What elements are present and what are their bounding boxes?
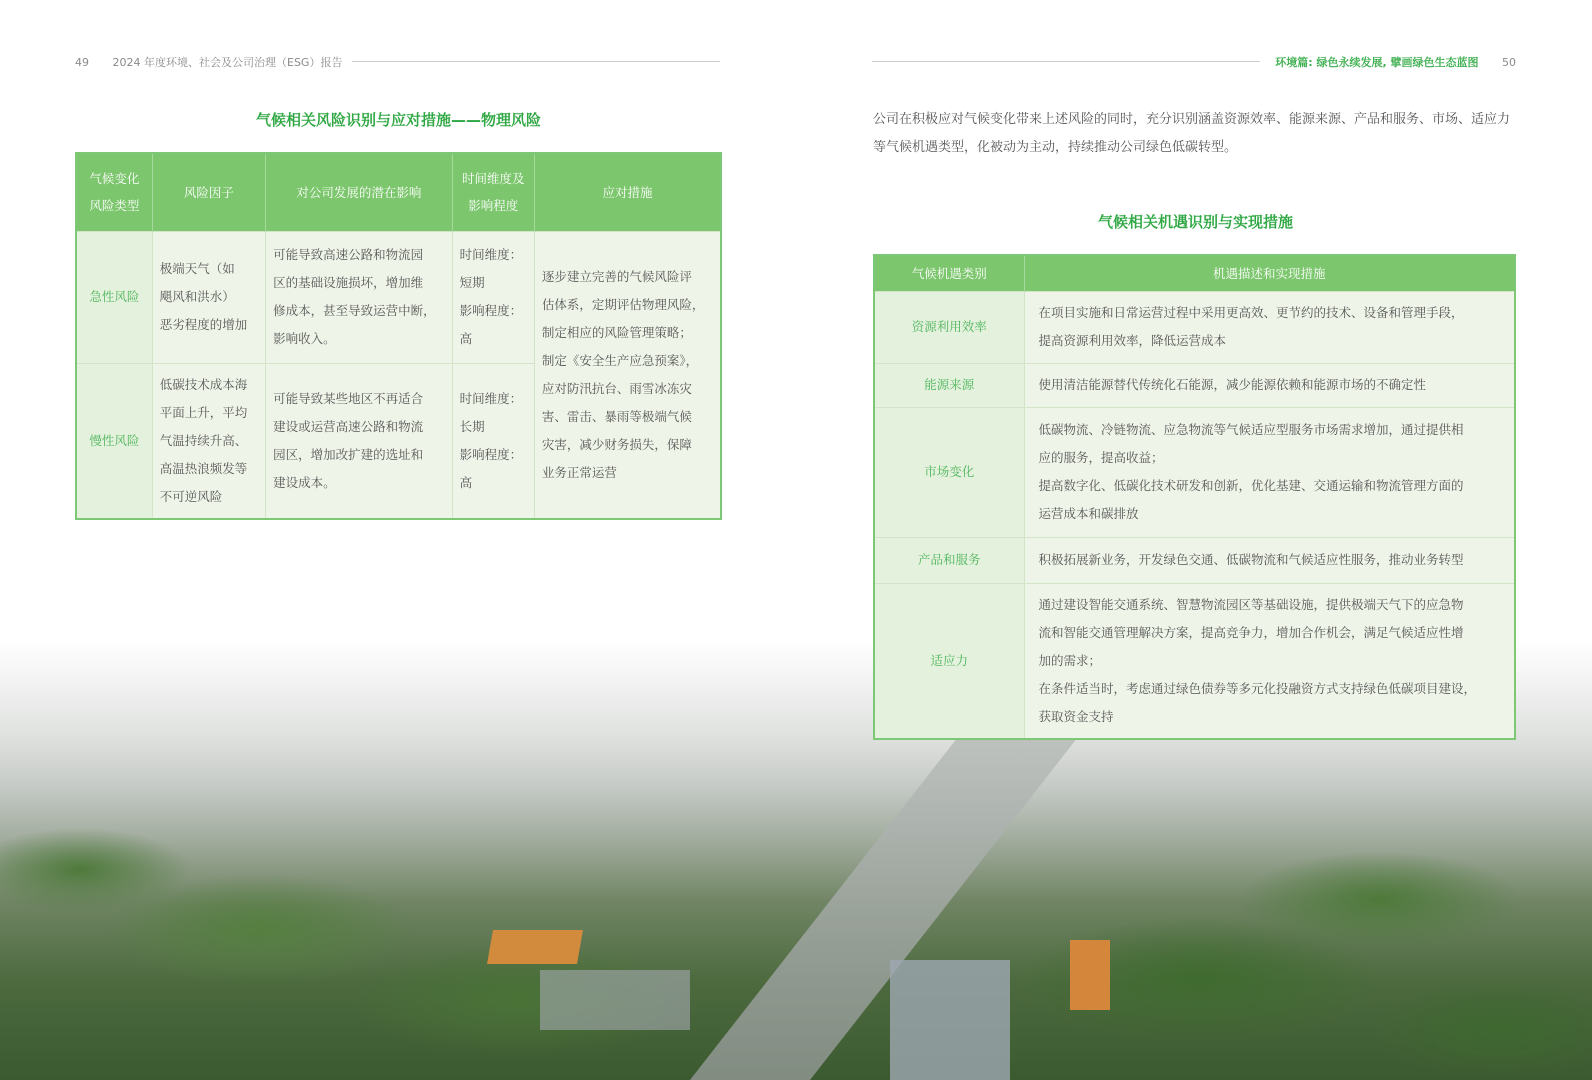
table-row [874,407,1515,537]
risk-type-cell: 慢性风险 [76,363,152,519]
time-line: 长期 [459,418,485,434]
opportunity-description-cell [1024,291,1515,363]
description-line: 使用清洁能源替代传统化石能源，减少能源依赖和能源市场的不确定性 [1038,377,1427,392]
photo-parking-lot [540,970,690,1030]
impact-line: 可能导致某些地区不再适合 [273,390,424,406]
header-opportunity-description: 机遇描述和实现措施 [1024,255,1515,291]
header-label-line: 对公司发展的潜在影响 [296,184,422,200]
header-time-dimension [452,153,534,231]
photo-service-building [487,930,583,964]
time-line: 高 [459,331,473,346]
time-line: 影响程度： [459,303,523,318]
header-label-line: 气候变化 [89,171,140,187]
risk-table-header-row [76,153,721,231]
risk-table [75,152,722,520]
report-title: 2024 年度环境、社会及公司治理（ESG）报告 [112,56,343,69]
risk-factor-line: 不可逆风险 [159,488,223,504]
header-rule-left [352,61,720,62]
description-line: 在条件适当时，考虑通过绿色债券等多元化投融资方式支持绿色低碳项目建设， [1038,680,1477,696]
opportunity-description-cell [1024,363,1515,407]
impact-line: 园区，增加改扩建的选址和 [273,446,424,462]
opportunity-description-cell [1024,583,1515,739]
measure-line: 制定《安全生产应急预案》， [541,352,699,368]
impact-line: 修成本，甚至导致运营中断， [273,303,436,318]
photo-solar-parking [890,960,1010,1080]
opportunity-description-cell [1024,407,1515,537]
description-line: 提高资源利用效率，降低运营成本 [1038,333,1227,348]
measure-line: 制定相应的风险管理策略； [541,324,692,340]
impact-line: 建设或运营高速公路和物流 [273,418,424,434]
measure-line: 业务正常运营 [541,464,617,480]
impact-cell [266,231,453,363]
impact-line: 建设成本。 [273,474,336,490]
description-line: 应的服务，提高收益； [1038,450,1164,465]
opportunity-table [873,254,1516,740]
header-label-line: 影响程度 [468,198,519,214]
description-line: 通过建设智能交通系统、智慧物流园区等基础设施，提供极端天气下的应急物 [1038,596,1464,612]
table-row [874,537,1515,583]
time-line: 时间维度： [459,247,523,262]
section-title: 环境篇: 绿色永续发展, 擘画绿色生态蓝图 [1275,56,1479,69]
measure-line: 应对防汛抗台、雨雪冰冻灾 [541,380,692,396]
header-opportunity-category: 气候机遇类别 [874,255,1024,291]
opportunity-table-title: 气候相关机遇识别与实现措施 [1097,213,1293,231]
header-label-line: 风险类型 [89,198,140,214]
impact-cell [266,363,453,519]
measure-line: 逐步建立完善的气候风险评 [541,268,692,284]
photo-tower-building [1070,940,1110,1010]
risk-factor-line: 极端天气（如 [159,261,235,276]
header-risk-type [76,153,152,231]
description-line: 加的需求； [1038,652,1102,668]
description-line: 在项目实施和日常运营过程中采用更高效、更节约的技术、设备和管理手段， [1038,305,1464,320]
opportunity-table-header-row [874,255,1515,291]
risk-factor-line: 低碳技术成本海 [159,376,248,392]
measure-line: 估体系，定期评估物理风险， [541,296,705,312]
page-number-left: 49 [75,56,89,69]
description-line: 获取资金支持 [1038,708,1114,724]
measure-line: 灾害，减少财务损失，保障 [541,436,692,452]
description-line: 低碳物流、冷链物流、应急物流等气候适应型服务市场需求增加，通过提供相 [1038,422,1464,437]
risk-factor-line: 高温热浪频发等 [159,460,248,476]
header-left [75,54,342,70]
measures-cell [534,231,721,519]
time-line: 短期 [459,275,485,290]
risk-table-title: 气候相关风险识别与应对措施——物理风险 [255,111,541,129]
table-row [874,583,1515,739]
description-line: 运营成本和碳排放 [1038,506,1139,521]
description-line: 流和智能交通管理解决方案，提高竞争力，增加合作机会，满足气候适应性增 [1038,624,1464,640]
impact-line: 区的基础设施损坏，增加维 [273,275,424,290]
time-line: 高 [459,474,473,490]
description-line: 提高数字化、低碳化技术研发和创新，优化基建、交通运输和物流管理方面的 [1038,478,1464,493]
header-label-line: 应对措施 [602,184,653,200]
risk-type-cell: 急性风险 [76,231,152,363]
opportunity-category-cell: 适应力 [874,583,1024,739]
risk-factor-cell [152,231,265,363]
opportunity-category-cell: 能源来源 [874,363,1024,407]
time-line: 影响程度： [459,446,523,462]
intro-paragraph: 公司在积极应对气候变化带来上述风险的同时，充分识别涵盖资源效率、能源来源、产品和服务、市场、适应力等气候机遇类型，化被动为主动，持续推动公司绿色低碳转型。 [873,112,1511,155]
impact-line: 影响收入。 [273,331,336,346]
impact-line: 可能导致高速公路和物流园 [273,247,424,262]
opportunity-category-cell: 市场变化 [874,407,1024,537]
page-number-right: 50 [1502,56,1516,69]
time-line: 时间维度： [459,390,523,406]
table-row [76,231,721,363]
opportunity-category-cell: 资源利用效率 [874,291,1024,363]
time-cell [452,231,534,363]
table-row [874,291,1515,363]
measure-line: 害、雷击、暴雨等极端气候 [541,408,692,424]
opportunity-category-cell: 产品和服务 [874,537,1024,583]
risk-factor-line: 飓风和洪水） [159,289,235,304]
table-row [874,363,1515,407]
time-cell [452,363,534,519]
header-impact [266,153,453,231]
header-measures [534,153,721,231]
risk-factor-line: 气温持续升高、 [159,432,248,448]
header-risk-factor [152,153,265,231]
header-right [1275,54,1516,70]
risk-factor-line: 恶劣程度的增加 [159,317,248,332]
description-line: 积极拓展新业务，开发绿色交通、低碳物流和气候适应性服务，推动业务转型 [1038,552,1464,567]
opportunity-description-cell [1024,537,1515,583]
header-rule-right [872,61,1260,62]
header-label-line: 时间维度及 [462,171,525,187]
risk-factor-cell [152,363,265,519]
header-label-line: 风险因子 [183,184,234,200]
risk-factor-line: 平面上升，平均 [159,404,248,420]
